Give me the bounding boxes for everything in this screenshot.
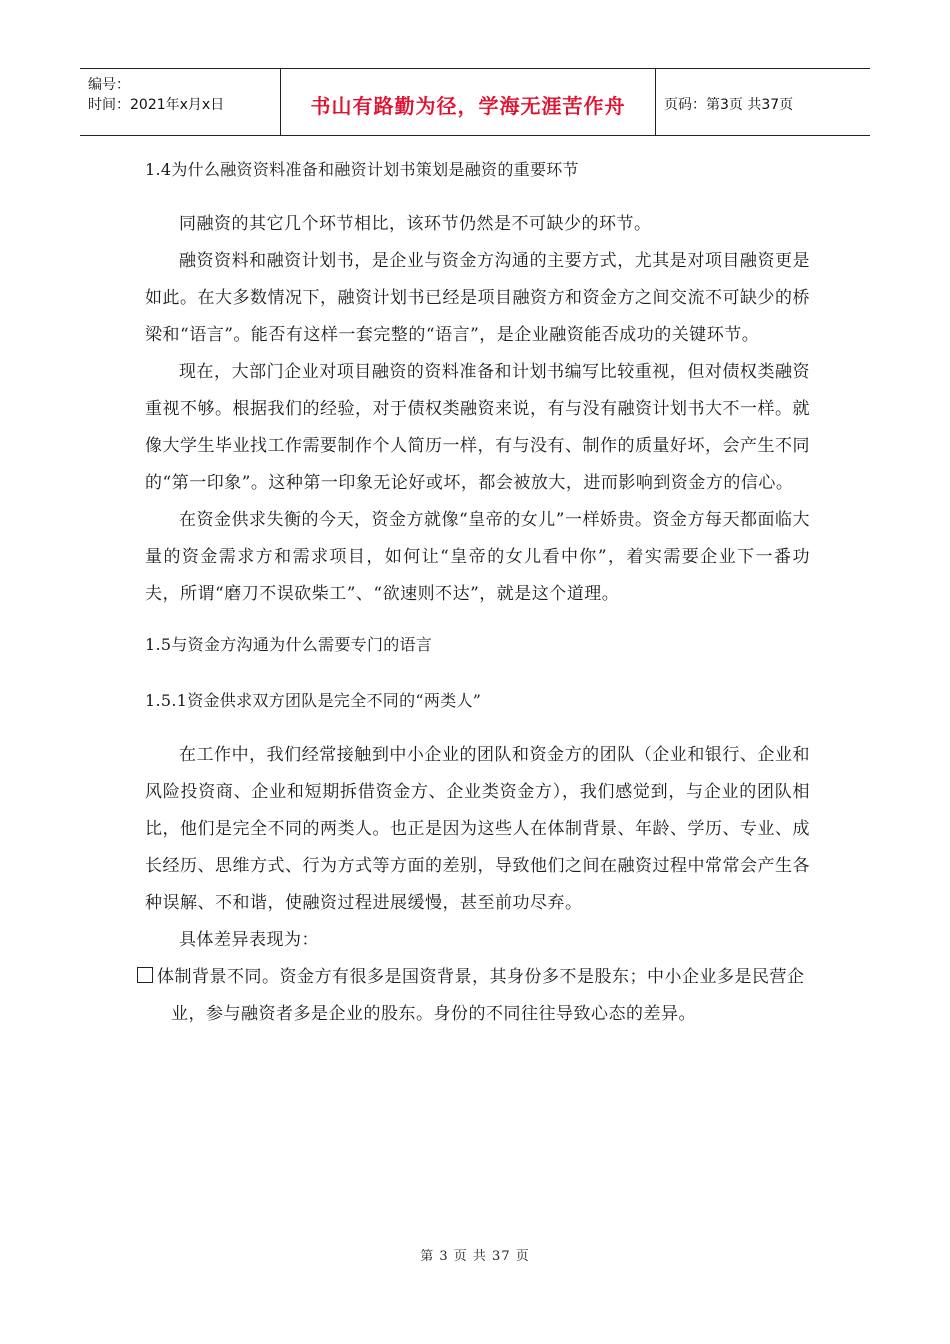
- section-heading-1-5-1: 1.5.1资金供求双方团队是完全不同的“两类人”: [145, 691, 482, 710]
- header-page-code-cell: [656, 69, 870, 135]
- document-body: [145, 156, 810, 1033]
- checkbox-square-icon: [137, 967, 153, 983]
- section-heading-1-5: 1.5与资金方沟通为什么需要专门的语言: [145, 635, 433, 654]
- paragraph: 具体差异表现为：: [179, 930, 319, 950]
- paragraph: 在工作中，我们经常接触到中小企业的团队和资金方的团队（企业和银行、企业和风险投资商、企业和短期拆借资金方、企业类资金方），我们感觉到，与企业的团队相比，他们是完全不同的两类人。也正是因为这些人在体制背景、年龄、学历、专业、成长经历、思维方式、行为方式等方面的差别，导致他们之间在融资过程中常常会产生各种误解、不和谐，使融资过程进展缓慢，甚至前功尽弃。: [145, 745, 810, 913]
- page-header: [80, 68, 870, 136]
- page-footer: [0, 1245, 950, 1264]
- section-heading-1-4: 1.4为什么融资资料准备和融资计划书策划是融资的重要环节: [145, 160, 579, 179]
- bullet-item: [137, 959, 810, 1033]
- footer-page-number: 第 3 页 共 37 页: [420, 1249, 530, 1264]
- header-motto: 书山有路勤为径，学海无涯苦作舟: [310, 93, 626, 118]
- header-motto-cell: [280, 69, 656, 135]
- document-number-label: 编号：: [88, 77, 130, 93]
- header-page-code: 页码：第3页 共37页: [664, 97, 794, 113]
- paragraph: 融资资料和融资计划书，是企业与资金方沟通的主要方式，尤其是对项目融资更是如此。在大多数情况下，融资计划书已经是项目融资方和资金方之间交流不可缺少的桥梁和“语言”。能否有这样一套完整的“语言”，是企业融资能否成功的关键环节。: [145, 251, 810, 345]
- bullet-text: 体制背景不同。资金方有很多是国资背景，其身份多不是股东；中小企业多是民营企业，参与融资者多是企业的股东。身份的不同往往导致心态的差异。: [157, 967, 805, 1024]
- paragraph: 同融资的其它几个环节相比，该环节仍然是不可缺少的环节。: [179, 214, 652, 234]
- document-time-label: 时间：2021年x月x日: [88, 97, 225, 113]
- paragraph: 在资金供求失衡的今天，资金方就像“皇帝的女儿”一样娇贵。资金方每天都面临大量的资金需求方和需求项目，如何让“皇帝的女儿看中你”，着实需要企业下一番功夫，所谓“磨刀不误砍柴工”、“欲速则不达”，就是这个道理。: [145, 510, 810, 604]
- header-meta: [80, 69, 280, 135]
- paragraph: 现在，大部门企业对项目融资的资料准备和计划书编写比较重视，但对债权类融资重视不够。根据我们的经验，对于债权类融资来说，有与没有融资计划书大不一样。就像大学生毕业找工作需要制作个人简历一样，有与没有、制作的质量好坏，会产生不同的“第一印象”。这种第一印象无论好或坏，都会被放大，进而影响到资金方的信心。: [145, 362, 810, 493]
